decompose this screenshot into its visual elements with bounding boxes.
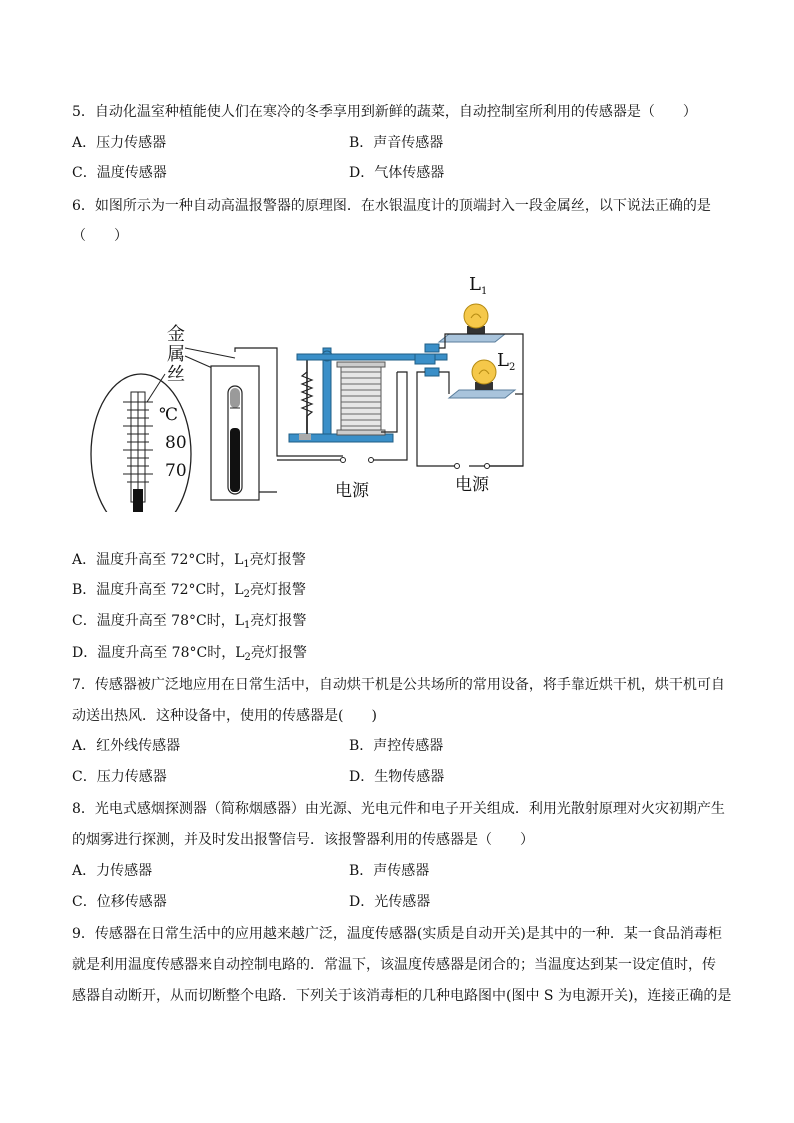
lamp-l1: [439, 304, 505, 342]
wire-label-pointer: [147, 374, 165, 402]
q6-option-d: D．温度升高至 78°C时，$L_2$亮灯报警: [72, 645, 307, 663]
q5-stem: 5．自动化温室种植能使人们在寒冷的冬季享用到新鲜的蔬菜，自动控制室所利用的传感器是（ ）: [72, 104, 697, 120]
source-label-left: 电源: [335, 481, 369, 501]
relay-coil: [341, 366, 381, 432]
q7-option-d: D．生物传感器: [349, 769, 445, 785]
thermometer-top-grey: [230, 388, 240, 408]
tick-label-80: 80: [165, 433, 187, 453]
mercury-column-zoom: [133, 490, 143, 512]
wire-label-3: 丝: [167, 364, 185, 385]
upper-contact: [425, 344, 439, 352]
q5-option-b: B．声音传感器: [349, 135, 444, 151]
q6-option-a: A．温度升高至 72°C时，$L_1$亮灯报警: [72, 552, 306, 570]
q9-stem-line2: 就是利用温度传感器来自动控制电路的．常温下，该温度传感器是闭合的；当温度达到某一设定值时，传: [72, 957, 716, 973]
q7-stem-line2: 动送出热风．这种设备中，使用的传感器是( ): [72, 708, 377, 724]
q5-option-a: A．压力传感器: [72, 135, 167, 151]
q9-stem-line1: 9．传感器在日常生活中的应用越来越广泛，温度传感器(实质是自动开关)是其中的一种．某一食品消毒柜: [72, 926, 722, 942]
q6-stem-line1: 6．如图所示为一种自动高温报警器的原理图．在水银温度计的顶端封入一段金属丝，以下说法正确的是: [72, 198, 711, 214]
q9-stem-line3: 感器自动断开，从而切断整个电路．下列关于该消毒柜的几种电路图中(图中 S 为电源开关)，连接正确的是: [72, 988, 732, 1004]
q8-option-c: C．位移传感器: [72, 894, 167, 910]
tick-label-70: 70: [165, 461, 187, 481]
q8-option-a: A．力传感器: [72, 863, 153, 879]
q5-option-c: C．温度传感器: [72, 165, 167, 181]
wire-label-2: 属: [167, 344, 185, 365]
q8-option-b: B．声传感器: [349, 863, 430, 879]
q6-option-c: C．温度升高至 78°C时，$L_1$亮灯报警: [72, 613, 307, 631]
lamp-l2-label: $L_2$: [497, 350, 516, 373]
lamp-l1-label: $L_1$: [469, 274, 488, 297]
source-label-right: 电源: [455, 475, 489, 495]
q5-option-d: D．气体传感器: [349, 165, 445, 181]
q8-stem-line2: 的烟雾进行探测，并及时发出报警信号．该报警器利用的传感器是（ ）: [72, 832, 534, 848]
q8-stem-line1: 8．光电式感烟探测器（简称烟感器）由光源、光电元件和电子开关组成．利用光散射原理对火灾初期产生: [72, 801, 725, 817]
wire-label-1: 金: [167, 324, 185, 345]
q7-stem-line1: 7．传感器被广泛地应用在日常生活中，自动烘干机是公共场所的常用设备，将手靠近烘干机，烘干机可自: [72, 677, 725, 693]
unit-label: ℃: [159, 405, 179, 425]
q6-stem-line2: （ ）: [72, 228, 128, 244]
lower-contact: [425, 368, 439, 376]
alarm-circuit-figure: [85, 262, 545, 512]
q8-option-d: D．光传感器: [349, 894, 431, 910]
mercury-column: [230, 428, 240, 492]
q6-option-b: B．温度升高至 72°C时，$L_2$亮灯报警: [72, 582, 306, 600]
q7-option-c: C．压力传感器: [72, 769, 167, 785]
q7-option-b: B．声控传感器: [349, 738, 444, 754]
q7-option-a: A．红外线传感器: [72, 738, 181, 754]
relay-spring: [302, 372, 312, 416]
